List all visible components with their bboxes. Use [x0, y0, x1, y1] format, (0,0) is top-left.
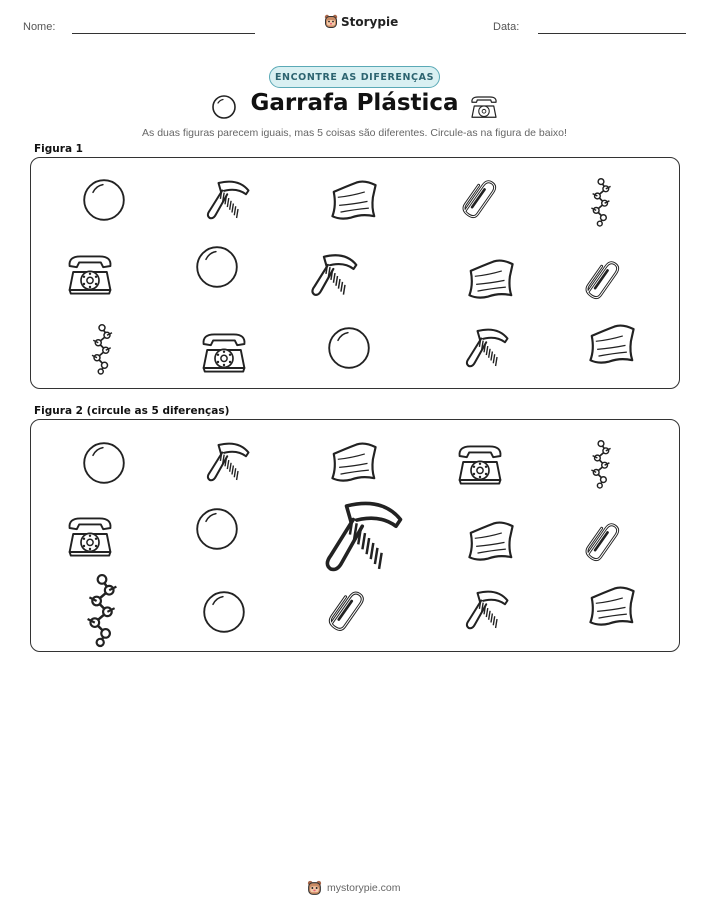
figure1-comb-icon [305, 246, 359, 300]
figure2-telephone-icon[interactable] [66, 510, 114, 558]
figure1-paperclip-icon [579, 255, 627, 303]
page-title: Garrafa Plástica [250, 90, 459, 116]
brand [324, 14, 398, 29]
storypie-logo-icon [324, 14, 338, 29]
name-line[interactable] [72, 33, 255, 34]
figure2-comb-icon[interactable] [315, 488, 405, 578]
figure1-cloth-icon [327, 173, 381, 227]
figure1-bubble-icon [327, 326, 371, 370]
figure1-bubble-icon [195, 245, 239, 289]
figure1-comb-icon [201, 173, 251, 223]
footer [307, 880, 401, 896]
date-label: Data: [493, 21, 520, 33]
figure2-cloth-icon[interactable] [585, 579, 639, 633]
figure2-comb-icon[interactable] [460, 583, 510, 633]
date-line[interactable] [538, 33, 686, 34]
figure2-panel[interactable] [30, 419, 680, 652]
figure1-telephone-icon [66, 248, 114, 296]
figure2-comb-icon[interactable] [201, 435, 251, 485]
figure2-bubble-icon[interactable] [82, 441, 126, 485]
figure1-comb-icon [460, 321, 510, 371]
figure2-paperclip-icon[interactable] [322, 585, 372, 635]
figure1-bubble-icon [82, 178, 126, 222]
figure2-molecule-icon[interactable] [577, 440, 625, 488]
figure1-cloth-icon [464, 252, 518, 306]
instructions: As duas figuras parecem iguais, mas 5 coisas são diferentes. Circule-as na figura de baixo! [142, 127, 567, 139]
figure2-bubble-icon[interactable] [195, 507, 239, 551]
figure2-molecule-icon[interactable] [66, 574, 138, 646]
brand-name: Storypie [341, 14, 399, 29]
figure1-panel [30, 157, 680, 389]
activity-badge: ENCONTRE AS DIFERENÇAS [269, 66, 440, 88]
figure2-cloth-icon[interactable] [327, 435, 381, 489]
figure1-molecule-icon [77, 324, 127, 374]
telephone-icon [469, 91, 499, 121]
figure1-cloth-icon [585, 317, 639, 371]
figure2-label: Figura 2 (circule as 5 diferenças) [34, 405, 230, 417]
storypie-logo-icon [307, 880, 322, 896]
figure2-bubble-icon[interactable] [202, 590, 246, 634]
figure2-telephone-icon[interactable] [456, 438, 504, 486]
figure2-cloth-icon[interactable] [464, 514, 518, 568]
figure2-paperclip-icon[interactable] [579, 517, 627, 565]
footer-url[interactable]: mystorypie.com [327, 882, 401, 894]
figure1-telephone-icon [200, 326, 248, 374]
figure1-label: Figura 1 [34, 143, 83, 155]
figure1-molecule-icon [577, 178, 625, 226]
figure1-paperclip-icon [456, 174, 504, 222]
name-label: Nome: [23, 21, 56, 33]
